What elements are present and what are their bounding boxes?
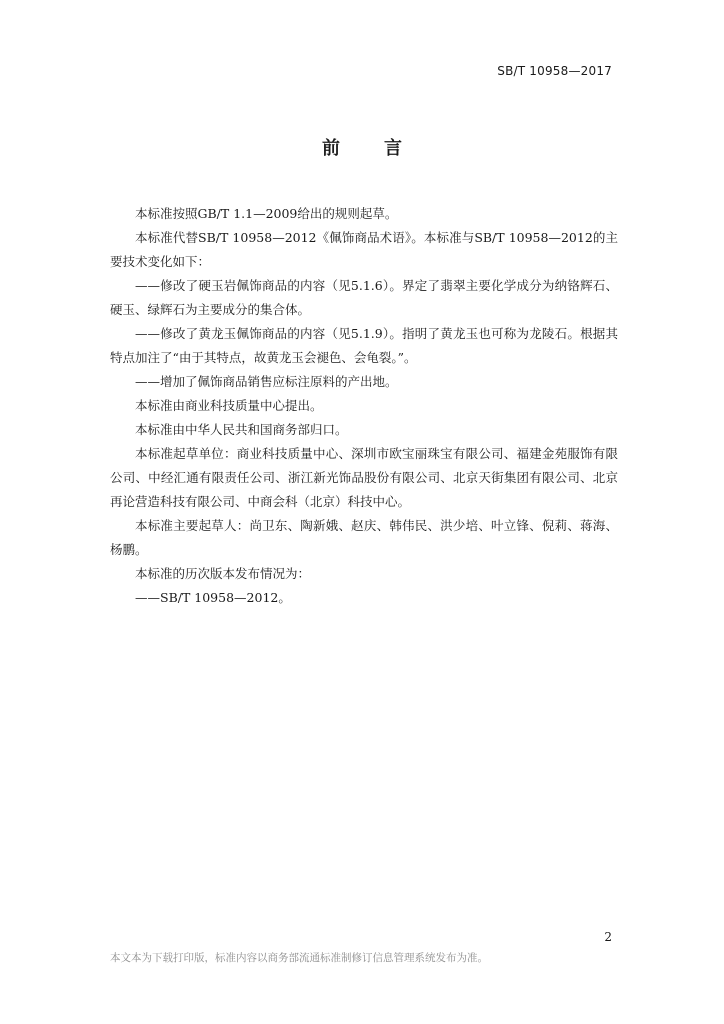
paragraph-change-jadeite: ——修改了硬玉岩佩饰商品的内容（见5.1.6）。界定了翡翠主要化学成分为纳铬辉石、硬玉、绿辉石为主要成分的集合体。	[110, 278, 618, 317]
paragraph-replacement: 本标准代替SB/T 10958—2012《佩饰商品术语》。本标准与SB/T 10958—2012的主要技术变化如下：	[110, 230, 618, 269]
paragraph-drafting-units: 本标准起草单位：商业科技质量中心、深圳市欧宝丽珠宝有限公司、福建金苑服饰有限公司、中经汇通有限责任公司、浙江新光饰品股份有限公司、北京天街集团有限公司、北京再论营造科技有限公司、中商会科（北京）科技中心。	[110, 446, 618, 509]
paragraph-drafters: 本标准主要起草人：尚卫东、陶新娥、赵庆、韩伟民、洪少培、叶立锋、倪莉、蒋海、杨鹏。	[110, 518, 618, 557]
page-title: 前言	[322, 138, 446, 159]
foreword-body	[110, 202, 618, 610]
document-code: SB/T 10958—2017	[497, 64, 612, 78]
paragraph-drafting-rules: 本标准按照GB/T 1.1—2009给出的规则起草。	[135, 206, 398, 221]
page-number: 2	[604, 930, 612, 944]
footer-note: 本文本为下载打印版，标准内容以商务部流通标准制修订信息管理系统发布为准。	[110, 952, 488, 964]
paragraph-history-intro: 本标准的历次版本发布情况为：	[135, 566, 311, 581]
paragraph-proposer: 本标准由商业科技质量中心提出。	[135, 398, 323, 413]
paragraph-change-huanglong-jade: ——修改了黄龙玉佩饰商品的内容（见5.1.9）。指明了黄龙玉也可称为龙陵石。根据其特点加注了“由于其特点，故黄龙玉会褪色、会龟裂。”。	[110, 326, 618, 365]
paragraph-change-origin-labeling: ——增加了佩饰商品销售应标注原料的产出地。	[135, 374, 398, 389]
paragraph-history-item: ——SB/T 10958—2012。	[135, 590, 291, 605]
paragraph-administrator: 本标准由中华人民共和国商务部归口。	[135, 422, 348, 437]
